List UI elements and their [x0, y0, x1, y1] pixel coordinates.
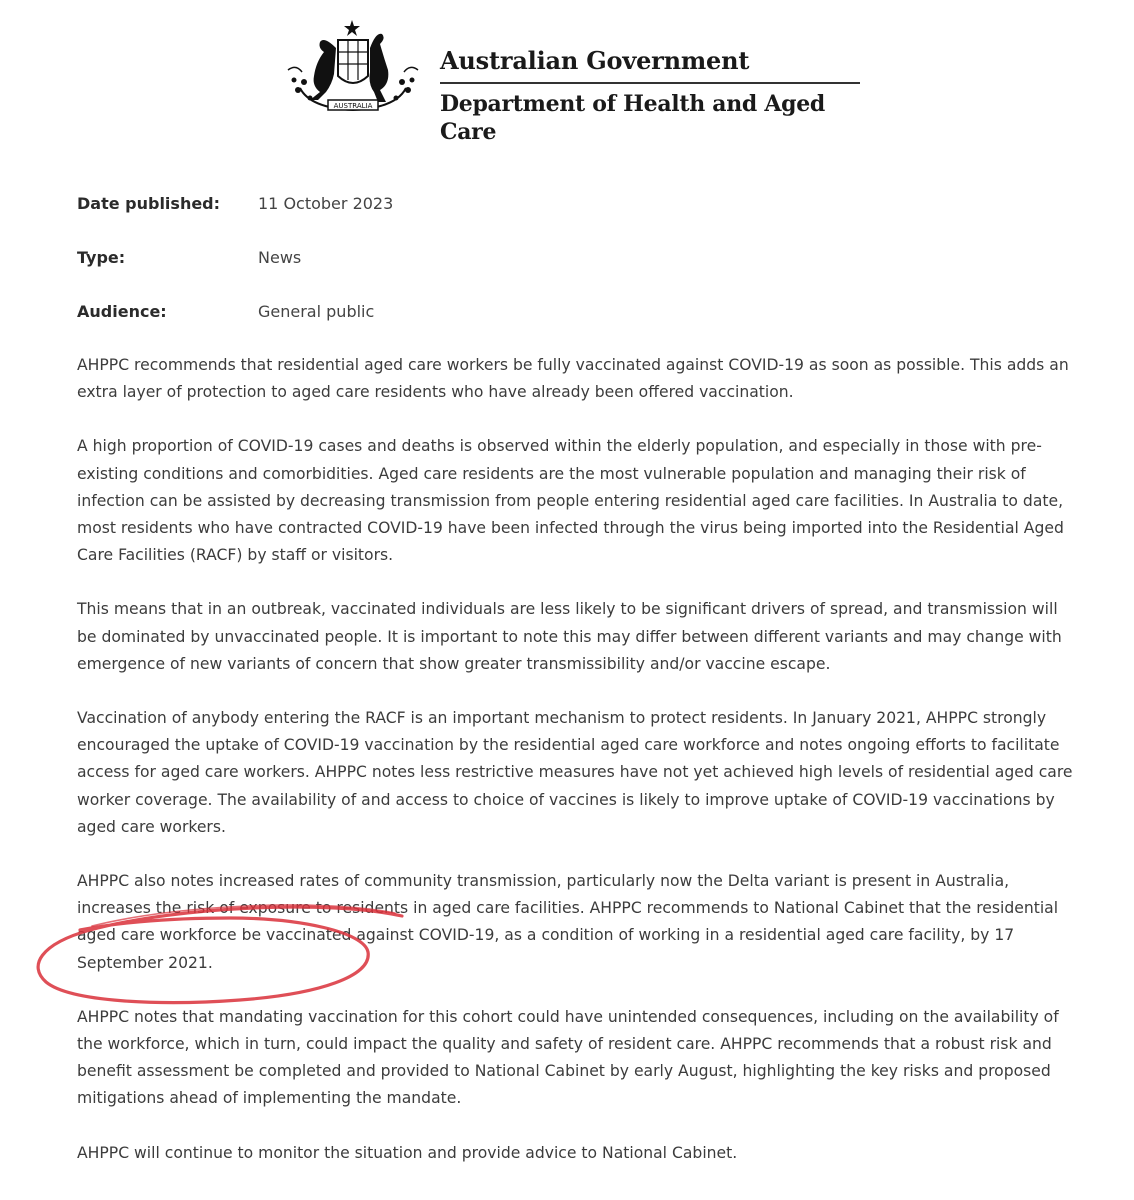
government-title-block	[440, 46, 860, 146]
government-name: Australian Government	[440, 46, 750, 75]
audience-value: General public	[258, 302, 375, 321]
date-published-label: Date published:	[77, 194, 221, 213]
paragraph: AHPPC notes that mandating vaccination for this cohort could have unintended consequences, including on the availability of the workforce, which in turn, could impact the quality and safety of resident care. AHPPC recommends that a robust risk and benefit assessment be completed and provided to National Cabinet by early August, highlighting the key risks and proposed mitigations ahead of implementing the mandate.	[77, 1007, 1059, 1108]
svg-text:AUSTRALIA: AUSTRALIA	[333, 102, 373, 110]
paragraph: A high proportion of COVID-19 cases and deaths is observed within the elderly population, and especially in those with pre-existing conditions and comorbidities. Aged care residents are the most vulnerable population and managing their risk of infection can be assisted by decreasing transmission from people entering residential aged care facilities. In Australia to date, most residents who have contracted COVID-19 have been infected through the virus being imported into the Residential Aged Care Facilities (RACF) by staff or visitors.	[77, 437, 1064, 565]
date-published-row	[77, 190, 777, 244]
audience-label: Audience:	[77, 302, 167, 321]
paragraph: This means that in an outbreak, vaccinated individuals are less likely to be significant drivers of spread, and transmission will be dominated by unvaccinated people. It is important to note this may differ between different variants and may change with emergence of new variants of concern that show greater transmissibility and/or vaccine escape.	[77, 600, 1062, 673]
paragraph: AHPPC recommends that residential aged care workers be fully vaccinated against COVID-19 as soon as possible. This adds an extra layer of protection to aged care residents who have already been offered vaccination.	[77, 356, 1069, 402]
article-body	[77, 352, 1077, 1194]
audience-row	[77, 298, 777, 352]
type-label: Type:	[77, 248, 126, 267]
paragraph: Vaccination of anybody entering the RACF is an important mechanism to protect residents. In January 2021, AHPPC strongly encouraged the uptake of COVID-19 vaccination by the residential aged care workforce and notes ongoing efforts to facilitate access for aged care workers. AHPPC notes less restrictive measures have not yet achieved high levels of residential aged care worker coverage. The availability of and access to choice of vaccines is likely to improve uptake of COVID-19 vaccinations by aged care workers.	[77, 709, 1073, 836]
type-row	[77, 244, 777, 298]
department-name: Department of Health and Aged Care	[440, 91, 825, 145]
date-published-value: 11 October 2023	[258, 194, 394, 213]
paragraph: AHPPC will continue to monitor the situation and provide advice to National Cabinet.	[77, 1143, 738, 1162]
page-header	[280, 18, 880, 145]
coat-of-arms-icon	[280, 18, 430, 126]
metadata-block	[77, 190, 777, 352]
paragraph: AHPPC also notes increased rates of community transmission, particularly now the Delta variant is present in Australia, increases the risk of exposure to residents in aged care facilities. AHPPC recommends to National Cabinet that the residential aged care workforce be vaccinated against COVID-19, as a condition of working in a residential aged care facility, by 17 September 2021.	[77, 872, 1059, 972]
title-divider	[440, 82, 860, 84]
type-value: News	[258, 248, 302, 267]
